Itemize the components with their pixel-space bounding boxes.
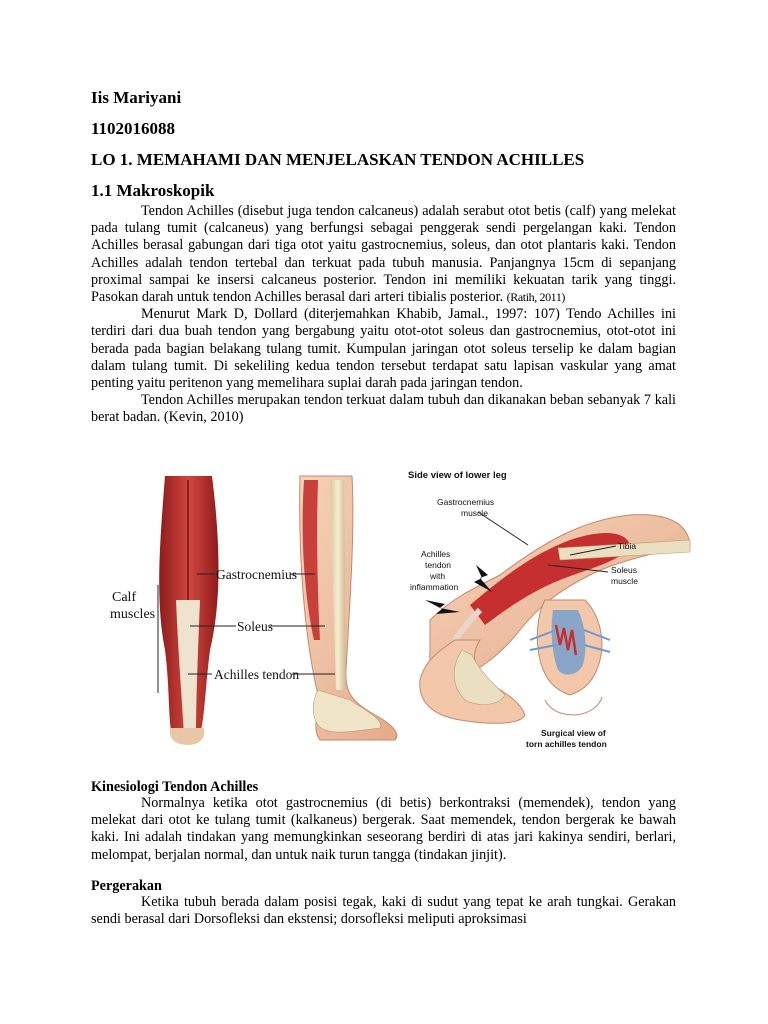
label-tibia: Tibia bbox=[618, 541, 637, 551]
kinesiologi-body bbox=[91, 795, 676, 864]
label-gastro-muscle-1: Gastrocnemius bbox=[437, 497, 495, 507]
paragraph-2: Menurut Mark D, Dollard (diterjemahkan Khabib, Jamal., 1997: 107) Tendo Achilles ini terdiri dari dua buah tendon yang bergabung yaitu otot-otot soleus dan gastrocnemius, otot-otot ini berada pada bagian belakang tulang tumit. Kumpulan jaringan otot soleus terselip ke dalam bagian dalam tulang tumit. Di sekeliling kedua tendon tersebut terdapat satu lapisan vaskular yang amat penting yaitu peritenon yang memelihara suplai darah pada jaringan tendon. bbox=[91, 306, 676, 392]
label-achilles-3: with bbox=[430, 571, 446, 581]
label-soleus-muscle-1: Soleus bbox=[611, 565, 637, 575]
pergerakan-paragraph: Ketika tubuh berada dalam posisi tegak, kaki di sudut yang tepat ke arah tungkai. Gerakan sendi berasal dari Dorsofleksi dan ekstensi; dorsofleksi meliputi aproksimasi bbox=[91, 894, 676, 928]
kinesiologi-heading: Kinesiologi Tendon Achilles bbox=[91, 779, 259, 795]
label-achilles-tendon: Achilles tendon bbox=[214, 667, 300, 682]
leg-bones-illustration bbox=[300, 476, 397, 740]
label-achilles-1: Achilles bbox=[421, 549, 451, 559]
label-side-view: Side view of lower leg bbox=[408, 470, 507, 481]
paragraph-1-text: Tendon Achilles (disebut juga tendon calcaneus) adalah serabut otot betis (calf) yang melekat pada tulang tumit (calcaneus) yang berfungsi sebagai penggerak sendi pergelangan kaki. Tendon Achilles berasal gabungan dari tiga otot yaitu gastrocnemius, soleus, dan otot plantaris kaki. Tendon Achilles adalah tendon tertebal dan terkuat pada tubuh manusia. Panjangnya 15cm di sepanjang proximal sampai ke insersi calcaneus posterior. Tendon ini memiliki kekuatan tarik yang tinggi. Pasokan darah untuk tendon Achilles berasal dari arteri tibialis posterior. bbox=[91, 203, 676, 306]
label-gastrocnemius: Gastrocnemius bbox=[216, 567, 297, 582]
paragraph-3: Tendon Achilles merupakan tendon terkuat dalam tubuh dan dikanakan beban sebanyak 7 kali berat badan. (Kevin, 2010) bbox=[91, 392, 676, 426]
label-calf: Calf bbox=[112, 590, 137, 605]
citation-ratih: (Ratih, 2011) bbox=[506, 290, 566, 305]
label-achilles-4: inflammation bbox=[410, 582, 459, 592]
pergerakan-body bbox=[91, 894, 676, 928]
student-id: 1102016088 bbox=[91, 119, 176, 138]
kinesiologi-paragraph: Normalnya ketika otot gastrocnemius (di betis) berkontraksi (memendek), tendon yang melekat dari otot ke tulang tumit (kalkaneus) bergerak. Saat memendek, tendon bergerak ke bawah kaki. Ini adalah tindakan yang memungkinkan seseorang berdiri di atas jari kakinya sendiri, berlari, melompat, berjalan normal, dan untuk naik turun tangga (tindakan jinjit). bbox=[91, 795, 676, 863]
label-muscles: muscles bbox=[110, 607, 156, 622]
label-soleus: Soleus bbox=[237, 619, 274, 634]
label-gastro-muscle-2: muscle bbox=[461, 508, 488, 518]
calf-muscles-illustration bbox=[159, 476, 218, 745]
pergerakan-heading: Pergerakan bbox=[91, 878, 162, 894]
label-achilles-2: tendon bbox=[425, 560, 451, 570]
label-soleus-muscle-2: muscle bbox=[611, 576, 638, 586]
label-surgical-1: Surgical view of bbox=[541, 728, 606, 738]
section-heading: 1.1 Makroskopik bbox=[91, 181, 215, 200]
label-surgical-2: torn achilles tendon bbox=[526, 739, 607, 749]
author-name: Iis Mariyani bbox=[91, 88, 182, 107]
lo-heading: LO 1. MEMAHAMI DAN MENJELASKAN TENDON ACHILLES bbox=[91, 150, 585, 169]
